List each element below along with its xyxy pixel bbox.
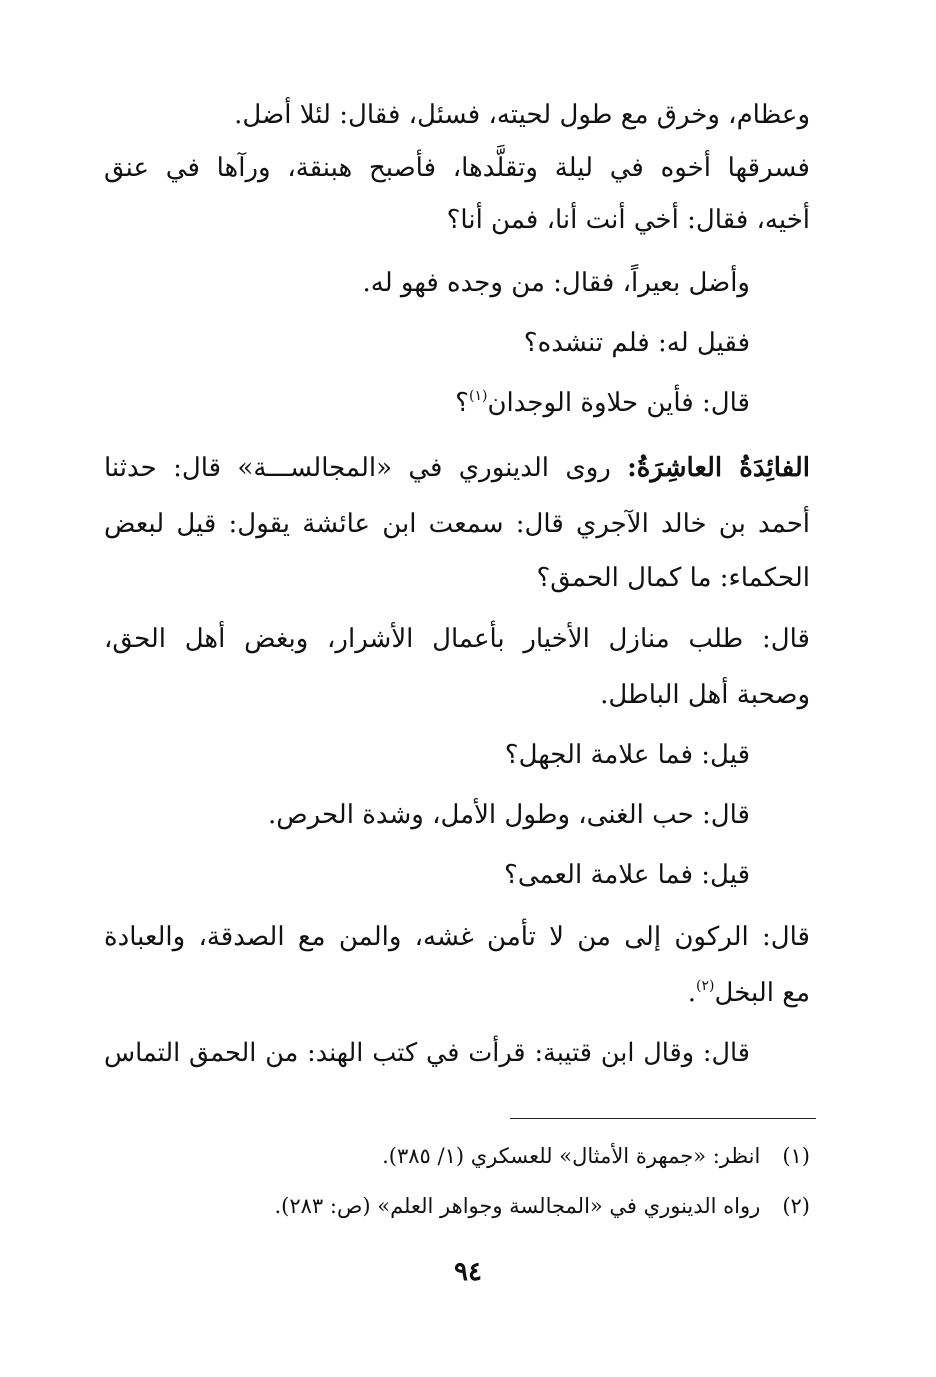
text-line-16 xyxy=(688,973,810,1013)
text-line-8: أحمد بن خالد الآجري قال: سمعت ابن عائشة يقول: قيل لبعض xyxy=(104,509,810,539)
text-line-12: قيل: فما علامة الجهل؟ xyxy=(504,740,750,770)
text-line-15: قال: الركون إلى من لا تأمن غشه، والمن مع الصدقة، والعبادة xyxy=(104,922,810,952)
page-number: ٩٤ xyxy=(454,1257,482,1287)
footnote-1-text: انظر: «جمهرة الأمثال» للعسكري (١/ ٣٨٥). xyxy=(382,1144,761,1168)
text-line-17: قال: وقال ابن قتيبة: قرأت في كتب الهند: من الحمق التماس xyxy=(104,1038,750,1068)
footnote-1-number: (١) xyxy=(782,1144,810,1168)
text-line-13: قال: حب الغنى، وطول الأمل، وشدة الحرص. xyxy=(267,800,750,830)
footnote-ref-1: (١) xyxy=(468,388,488,404)
text-line-2: فسرقها أخوه في ليلة وتقلَّدها، فأصبح هبنقة، ورآها في عنق xyxy=(104,153,810,183)
text-line-14: قيل: فما علامة العمى؟ xyxy=(504,860,750,890)
footnote-2-text: رواه الدينوري في «المجالسة وجواهر العلم» (ص: ٢٨٣). xyxy=(274,1194,761,1218)
text-line-16-end: . xyxy=(687,978,697,1008)
text-line-3: أخيه، فقال: أخي أنت أنا، فمن أنا؟ xyxy=(446,205,810,235)
footnote-1 xyxy=(382,1140,810,1172)
text-line-6 xyxy=(455,383,750,423)
text-line-6-main: قال: فأين حلاوة الوجدان xyxy=(487,388,750,418)
footnote-ref-2: (٢) xyxy=(696,978,715,994)
footnote-2-number: (٢) xyxy=(782,1194,810,1218)
text-line-10: قال: طلب منازل الأخيار بأعمال الأشرار، وبغض أهل الحق، xyxy=(104,624,810,654)
text-line-1: وعظام، وخرق مع طول لحيته، فسئل، فقال: لئلا أضل. xyxy=(234,100,810,130)
footnote-2 xyxy=(275,1190,811,1222)
text-line-16-main: مع البخل xyxy=(714,978,810,1008)
text-line-6-end: ؟ xyxy=(455,388,469,418)
text-line-11: وصحبة أهل الباطل. xyxy=(600,680,810,710)
text-line-4: وأضل بعيراً، فقال: من وجده فهو له. xyxy=(362,268,750,298)
text-line-5: فقيل له: فلم تنشده؟ xyxy=(523,328,750,358)
text-line-9: الحكماء: ما كمال الحمق؟ xyxy=(536,563,810,593)
text-line-7 xyxy=(104,448,810,488)
footnote-separator xyxy=(510,1118,816,1119)
text-line-7-rest: روى الدينوري في «المجالســـة» قال: حدثنا xyxy=(104,453,628,483)
section-heading: الفائِدَةُ العاشِرَةُ: xyxy=(627,453,810,483)
